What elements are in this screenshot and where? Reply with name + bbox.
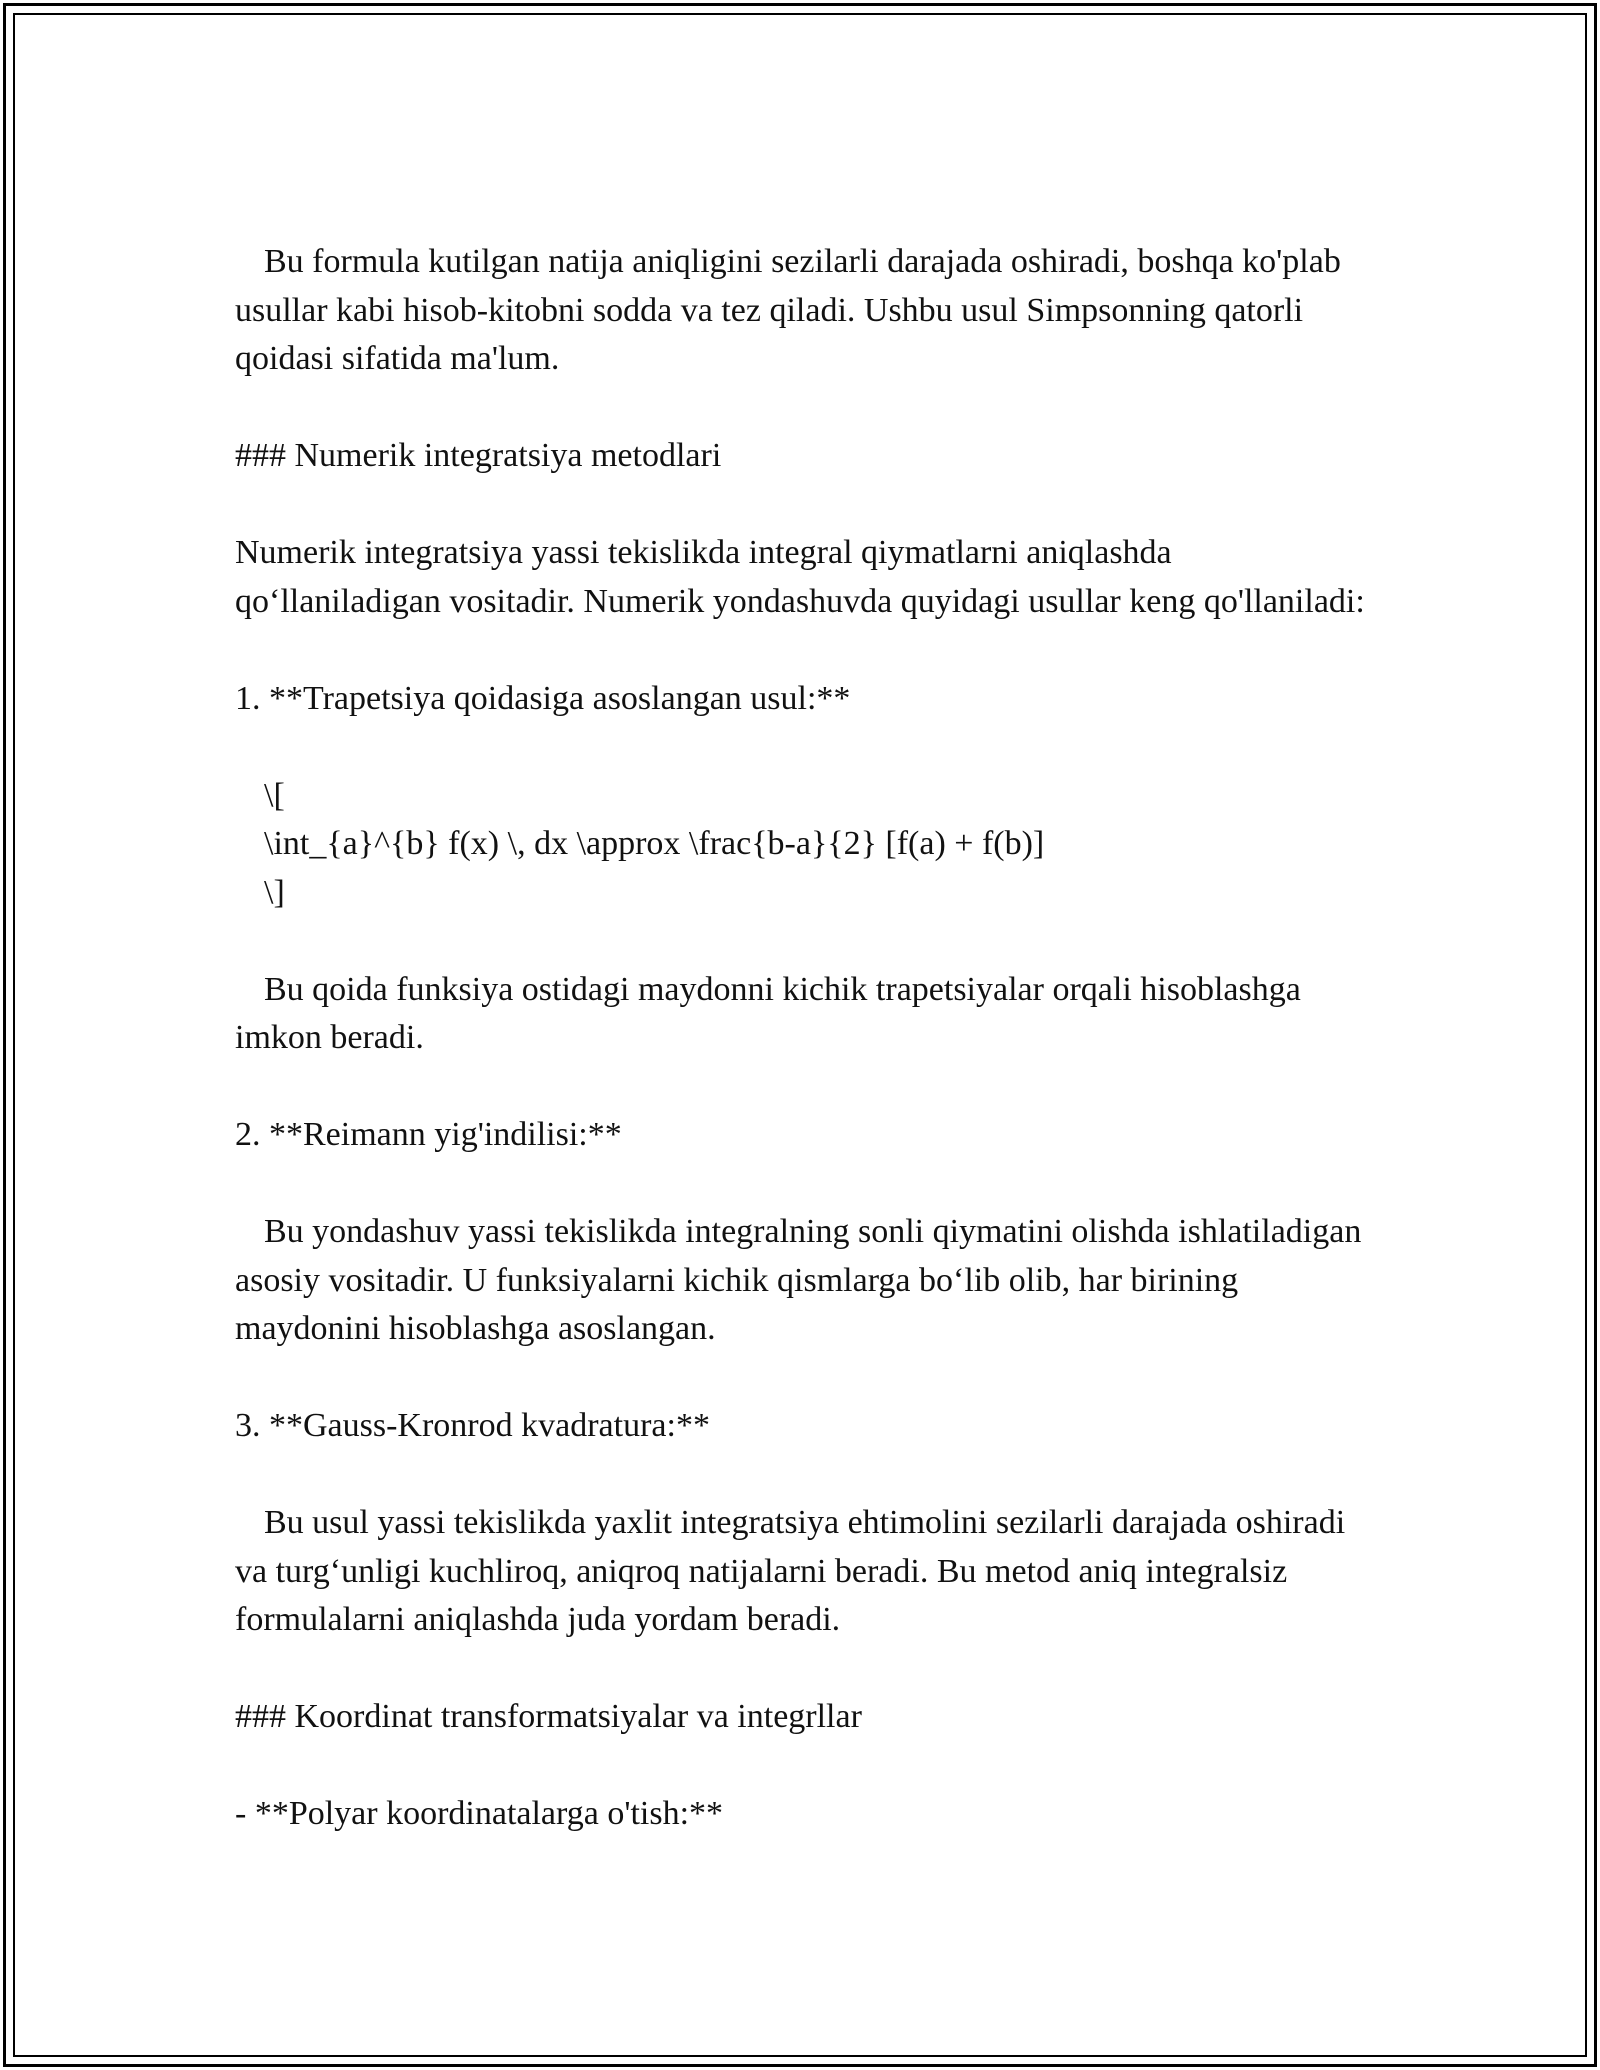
formula-block — [235, 772, 1365, 918]
paragraph-simpson: Bu formula kutilgan natija aniqligini sezilarli darajada oshiradi, boshqa ko'plab usullar kabi hisob-kitobni sodda va tez qiladi. Ushbu usul Simpsonning qatorli qoidasi sifatida ma'lum. — [235, 243, 1341, 377]
paragraph-riemann-explain: Bu yondashuv yassi tekislikda integralning sonli qiymatini olishda ishlatiladigan asosiy vositadir. U funksiyalarni kichik qismlarga bo‘lib olib, har birining maydonini hisoblashga asoslangan. — [235, 1213, 1362, 1347]
formula-trapezoid: \int_{a}^{b} f(x) \, dx \approx \frac{b-a}{2} [f(a) + f(b)] — [264, 825, 1045, 862]
list-item-gauss-kronrod: 3. **Gauss-Kronrod kvadratura:** — [235, 1407, 710, 1444]
paragraph-trapezoid-explain: Bu qoida funksiya ostidagi maydonni kichik trapetsiyalar orqali hisoblashga imkon beradi. — [235, 970, 1301, 1056]
document-body — [235, 238, 1365, 1839]
list-item-polar: - **Polyar koordinatalarga o'tish:** — [235, 1795, 724, 1832]
list-item-riemann: 2. **Reimann yig'indilisi:** — [235, 1116, 622, 1153]
paragraph-numerical-intro: Numerik integratsiya yassi tekislikda integral qiymatlarni aniqlashda qo‘llaniladigan vositadir. Numerik yondashuvda quyidagi usullar keng qo'llaniladi: — [235, 534, 1365, 620]
paragraph-gauss-explain: Bu usul yassi tekislikda yaxlit integratsiya ehtimolini sezilarli darajada oshiradi va turg‘unligi kuchliroq, aniqroq natijalarni beradi. Bu metod aniq integralsiz formulalarni aniqlashda juda yordam beradi. — [235, 1504, 1346, 1638]
heading-coordinate-transforms: ### Koordinat transformatsiyalar va integrllar — [235, 1698, 862, 1735]
formula-open: \[ — [264, 776, 285, 814]
formula-close: \] — [264, 873, 285, 911]
list-item-trapezoid: 1. **Trapetsiya qoidasiga asoslangan usul:** — [235, 679, 851, 717]
heading-numerical-methods: ### Numerik integratsiya metodlari — [235, 437, 722, 474]
